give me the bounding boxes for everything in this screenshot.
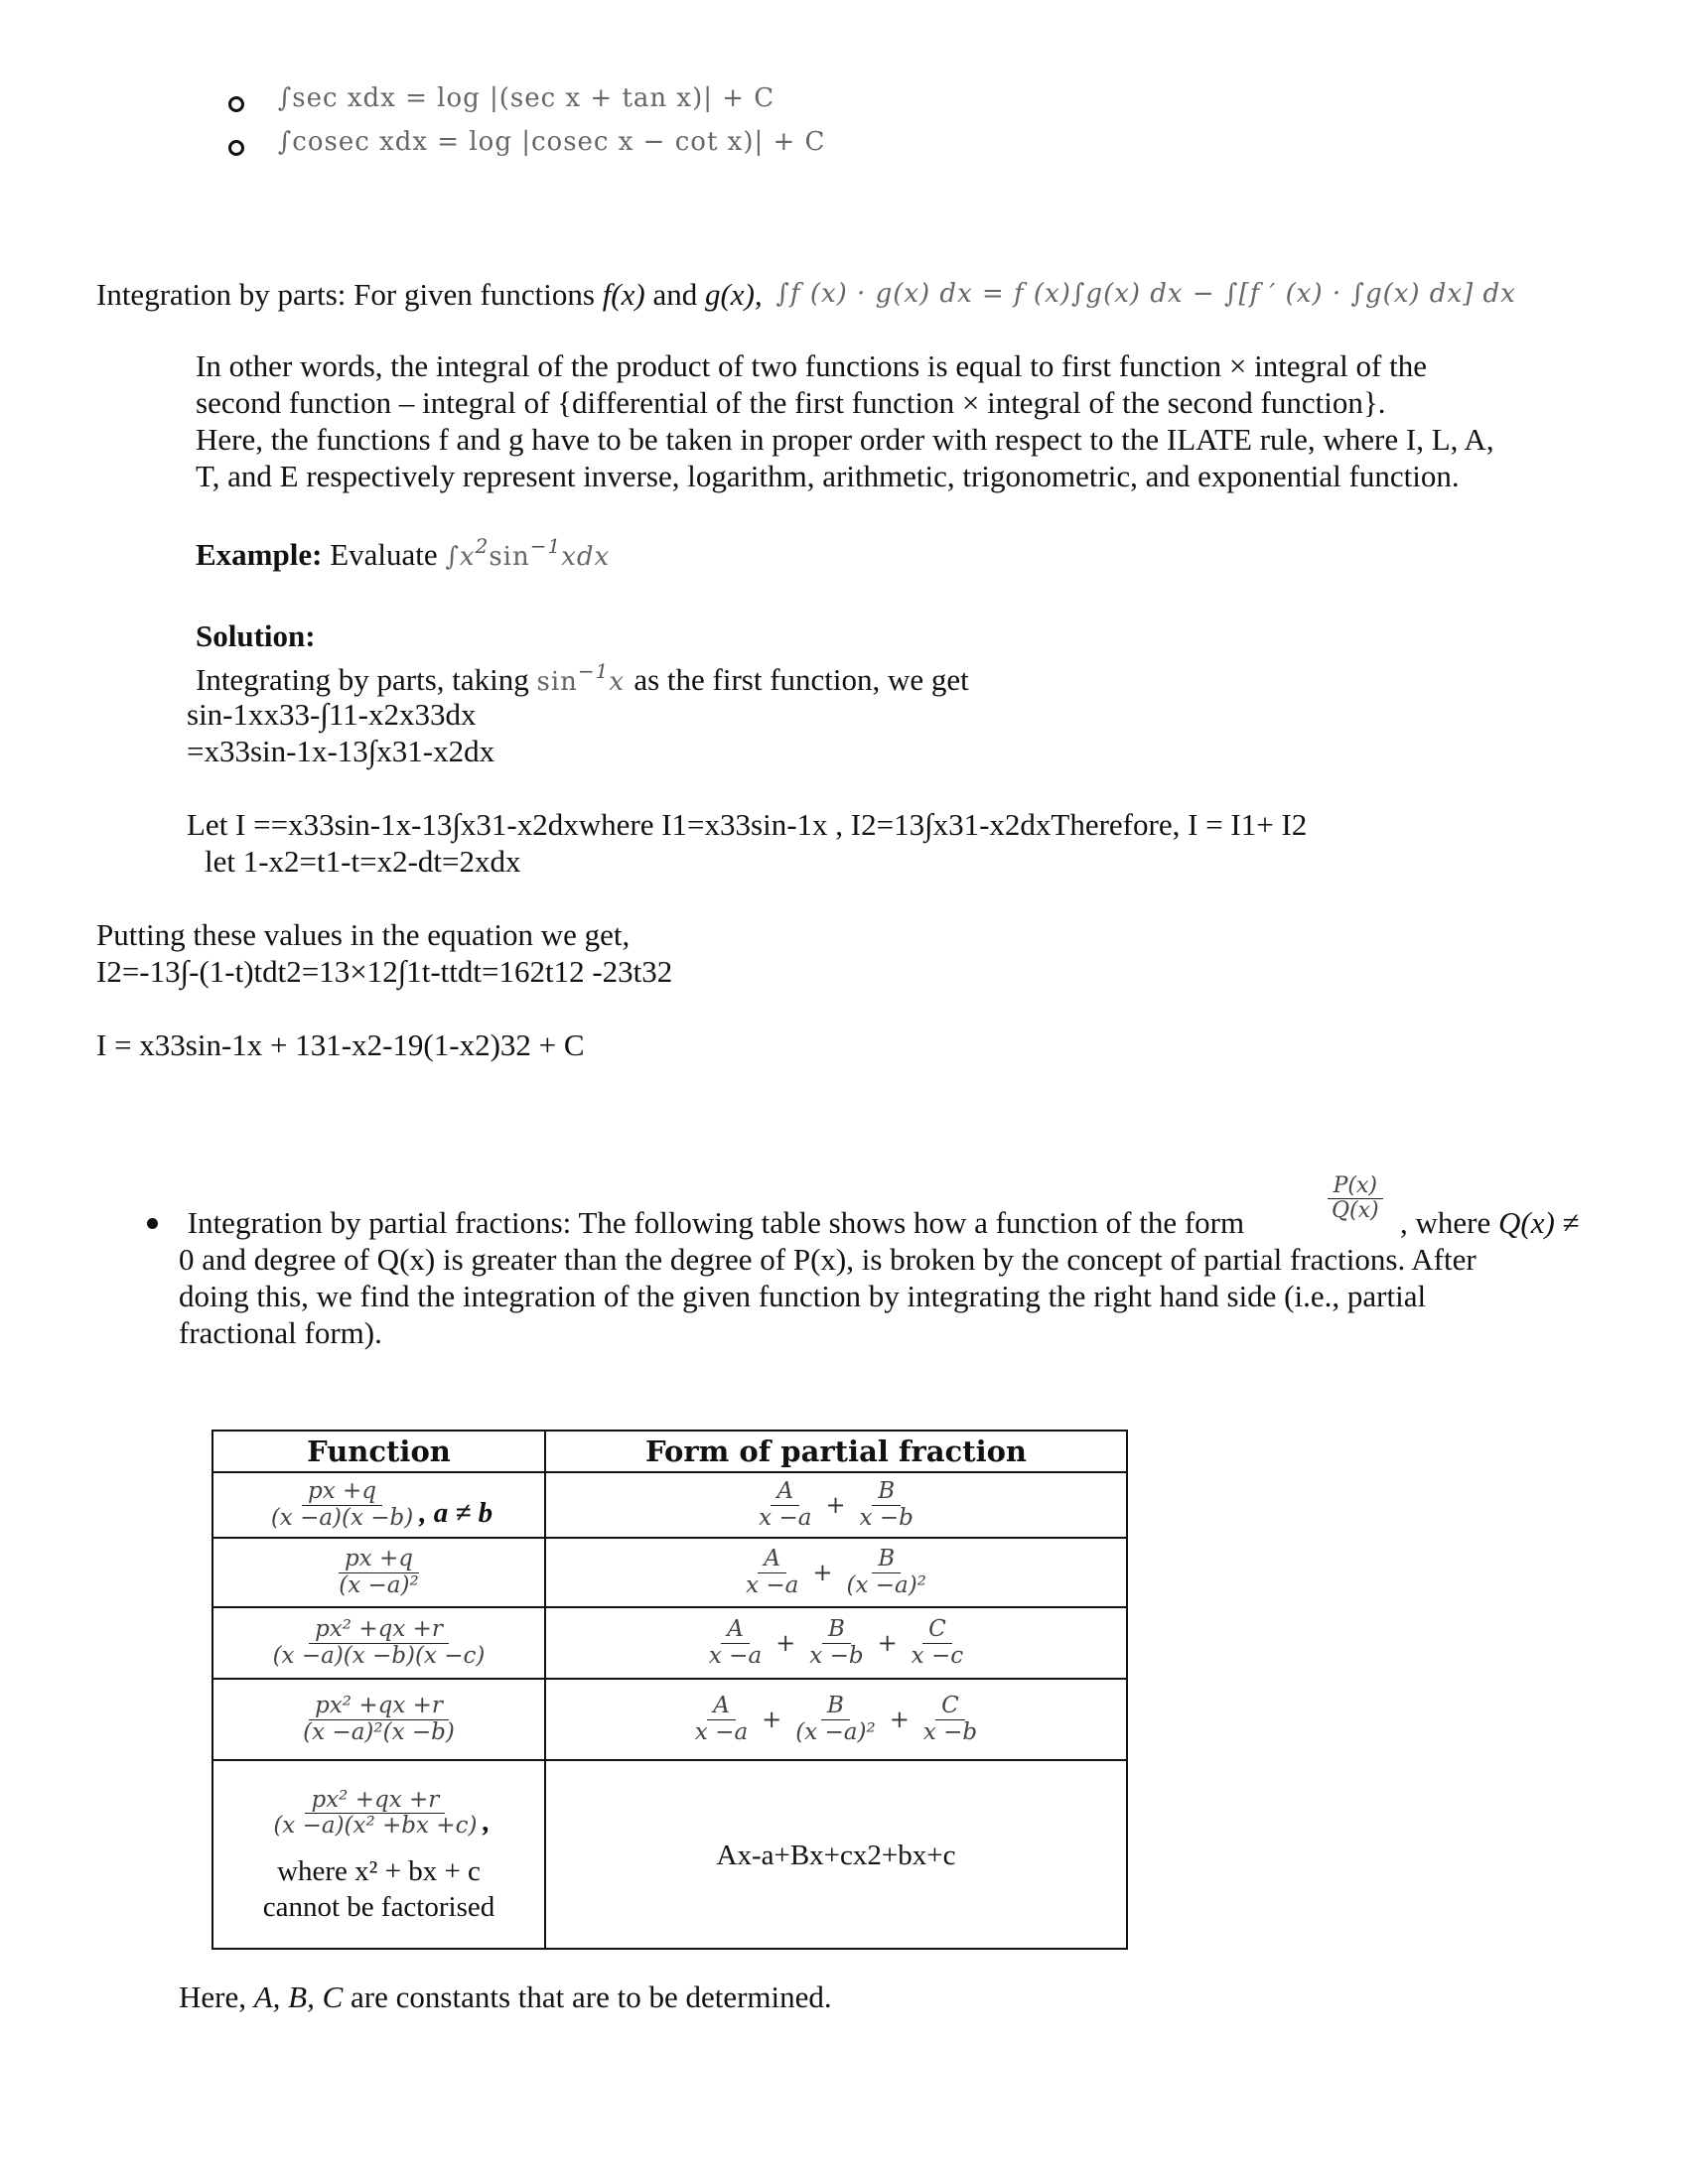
- gx-term: g(x),: [704, 277, 763, 312]
- partial-line-2: 0 and degree of Q(x) is greater than the degree of P(x), is broken by the concept of partial fractions. After: [179, 1242, 1477, 1277]
- form-cell: $\frac{A}{x -a}$ + $\frac{B}{\text{(x −a)²}}$: [545, 1538, 1127, 1607]
- partial-fraction-table: [211, 1430, 1128, 1950]
- solution-intro-end: as the first function, we get: [633, 662, 969, 697]
- parts-intro-line: [96, 276, 1516, 313]
- factorisation-note-1: where x² + bx + c: [277, 1854, 481, 1887]
- function-cell: [212, 1472, 545, 1538]
- cosec-formula-row: [228, 121, 825, 158]
- example-integral: $\int x^2\sin^{-1}xdx$: [445, 534, 611, 572]
- parts-intro-text: Integration by parts: For given functions: [96, 277, 595, 312]
- solution-substitution-line: let 1-x2=t1-t=x2-dt=2xdx: [205, 844, 521, 879]
- neq-symbol: ≠: [1562, 1205, 1580, 1240]
- bullet-dot-icon: [147, 1218, 158, 1229]
- function-fraction: $\frac{px +q}{(x -a)(x -b)}$: [270, 1478, 414, 1531]
- table-row: [212, 1760, 1127, 1949]
- form-cell: $\frac{A}{x -a}$ + $\frac{B}{x -b}$: [545, 1472, 1127, 1538]
- example-text: Evaluate: [330, 537, 438, 572]
- function-condition: , a ≠ b: [419, 1497, 493, 1530]
- solution-let-line: Let I ==x33sin-1x-13∫x31-x2dxwhere I1=x33sin-1x , I2=13∫x31-x2dxTherefore, I = I1+ I2: [187, 807, 1308, 842]
- partial-line-1a: Integration by partial fractions: The following table shows how a function of the form: [187, 1205, 1245, 1240]
- header-form: Form of partial fraction: [545, 1431, 1127, 1472]
- bullet-circle-icon: [228, 140, 244, 156]
- partial-line-3: doing this, we find the integration of the given function by integrating the right hand side (i.e., partial: [179, 1279, 1427, 1313]
- and-text: and: [652, 277, 698, 312]
- parts-formula: ∫f (x) · g(x) dx = f (x)∫g(x) dx − ∫[f ′ (x) · ∫g(x) dx] dx: [775, 279, 1516, 309]
- form-cell: $\frac{A}{x -a}$ + $\frac{B}{\text{(x −a)²}}$ + $\frac{C}{x -b}$: [545, 1679, 1127, 1760]
- i2-line: I2=-13∫-(1-t)tdt2=13×12∫1t-ttdt=162t12 -23t32: [96, 954, 673, 989]
- putting-values-line: Putting these values in the equation we get,: [96, 917, 631, 952]
- factorisation-note-2: cannot be factorised: [262, 1890, 495, 1923]
- final-result-line: I = x33sin-1x + 131-x2-19(1-x2)32 + C: [96, 1027, 585, 1062]
- solution-first-function: $\sin^{-1}x$: [536, 659, 626, 697]
- form-cell: [545, 1760, 1127, 1949]
- example-label: Example:: [196, 537, 323, 572]
- table-row: [212, 1538, 1127, 1607]
- qx-term: Q(x): [1497, 1205, 1555, 1240]
- solution-intro-line: [196, 659, 969, 698]
- function-cell: $\frac{px +q}{\text{(x −a)²}}$: [212, 1538, 545, 1607]
- partial-form-text: Ax-a+Bx+cx2+bx+c: [716, 1840, 956, 1871]
- example-line: [196, 534, 610, 573]
- solution-step-a: sin-1xx33-∫11-x2x33dx: [187, 697, 477, 732]
- function-cell: $\frac{\text{px² +qx +r}}{\text{(x −a)(x² +bx +c)}}$ , where x² + bx + c cannot be factorised: [212, 1760, 545, 1949]
- footer-text-a: Here,: [179, 1979, 246, 2014]
- partial-line-1-end: [1400, 1204, 1580, 1241]
- solution-step-b: =x33sin-1x-13∫x31-x2dx: [187, 734, 495, 768]
- table-row: [212, 1679, 1127, 1760]
- sec-integral-formula: ∫sec xdx = log |(sec x + tan x)| + C: [277, 83, 775, 113]
- sec-formula-row: [228, 77, 774, 114]
- partial-fraction-pq: $\frac{P(x)}{Q(x)}$: [1326, 1174, 1385, 1223]
- cosec-integral-formula: ∫cosec xdx = log |cosec x − cot x)| + C: [277, 127, 826, 157]
- partial-line-4: fractional form).: [179, 1315, 382, 1350]
- bullet-circle-icon: [228, 96, 244, 112]
- partial-line-1b: , where: [1400, 1205, 1491, 1240]
- form-cell: $\frac{A}{x -a}$ + $\frac{B}{x -b}$ + $\frac{C}{x -c}$: [545, 1607, 1127, 1679]
- table-row: [212, 1472, 1127, 1538]
- constants-note: [179, 1979, 832, 2015]
- partial-bullet-row: [147, 1204, 1244, 1241]
- solution-label: Solution:: [196, 618, 316, 653]
- table-row: [212, 1607, 1127, 1679]
- parts-explanation-line-2: second function – integral of {differential of the first function × integral of the second function}.: [196, 385, 1386, 420]
- fx-term: f(x): [602, 277, 645, 312]
- parts-explanation-line-4: T, and E respectively represent inverse, logarithm, arithmetic, trigonometric, and exponential function.: [196, 459, 1460, 493]
- function-cell: $\frac{\text{px² +qx +r}}{\text{(x −a)²(x −b)}}$: [212, 1679, 545, 1760]
- table-header-row: [212, 1431, 1127, 1472]
- footer-text-b: are constants that are to be determined.: [351, 1979, 832, 2014]
- parts-explanation-line-1: In other words, the integral of the product of two functions is equal to first function × integral of the: [196, 348, 1427, 383]
- solution-intro-text: Integrating by parts, taking: [196, 662, 529, 697]
- parts-explanation-line-3: Here, the functions f and g have to be taken in proper order with respect to the ILATE rule, where I, L, A,: [196, 422, 1494, 457]
- function-cell: $\frac{\text{px² +qx +r}}{(x -a)(x -b)(x -c)}$: [212, 1607, 545, 1679]
- footer-constants: A, B, C: [253, 1979, 344, 2014]
- header-function: Function: [212, 1431, 545, 1472]
